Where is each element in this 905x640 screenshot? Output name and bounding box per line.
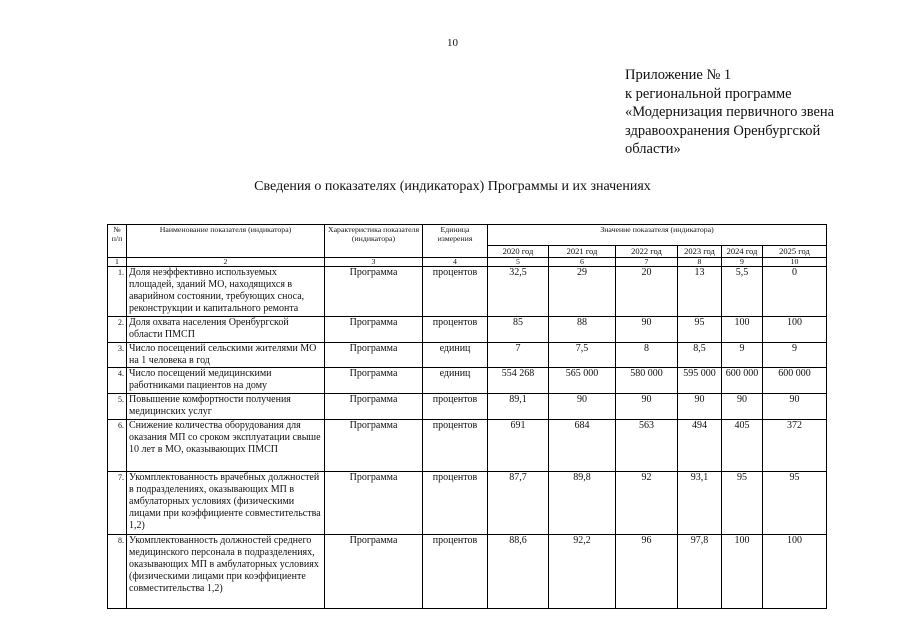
value-cell: 580 000 — [616, 368, 678, 394]
indicator-unit: процентов — [423, 420, 488, 472]
header-year: 2023 год — [678, 246, 722, 258]
value-cell: 13 — [678, 267, 722, 317]
column-number: 1 — [108, 258, 127, 267]
table-row — [108, 394, 827, 420]
table-row — [108, 535, 827, 609]
indicator-name: Укомплектованность должностей среднего медицинского персонала в подразделениях, оказывающих МП в амбулаторных условиях (физическими лицами при коэффициенте совместительства 1,2) — [127, 535, 325, 609]
value-cell: 7 — [488, 343, 549, 368]
indicator-characteristic: Программа — [325, 472, 423, 535]
value-cell: 600 000 — [763, 368, 827, 394]
row-number: 3. — [108, 343, 127, 368]
row-number: 6. — [108, 420, 127, 472]
value-cell: 100 — [722, 317, 763, 343]
header-year: 2024 год — [722, 246, 763, 258]
table-row — [108, 267, 827, 317]
value-cell: 29 — [549, 267, 616, 317]
row-number: 8. — [108, 535, 127, 609]
indicator-name: Повышение комфортности получения медицинских услуг — [127, 394, 325, 420]
value-cell: 554 268 — [488, 368, 549, 394]
value-cell: 90 — [616, 317, 678, 343]
value-cell: 7,5 — [549, 343, 616, 368]
indicator-characteristic: Программа — [325, 317, 423, 343]
value-cell: 88,6 — [488, 535, 549, 609]
row-number: 5. — [108, 394, 127, 420]
value-cell: 100 — [763, 535, 827, 609]
value-cell: 600 000 — [722, 368, 763, 394]
column-number: 2 — [127, 258, 325, 267]
header-characteristic: Характеристика показателя (индикатора) — [325, 225, 423, 258]
table-row — [108, 317, 827, 343]
value-cell: 89,1 — [488, 394, 549, 420]
row-number: 1. — [108, 267, 127, 317]
value-cell: 95 — [722, 472, 763, 535]
indicator-characteristic: Программа — [325, 535, 423, 609]
indicator-characteristic: Программа — [325, 394, 423, 420]
column-number: 6 — [549, 258, 616, 267]
value-cell: 90 — [549, 394, 616, 420]
value-cell: 5,5 — [722, 267, 763, 317]
appendix-line: к региональной программе — [625, 85, 792, 102]
column-number: 3 — [325, 258, 423, 267]
header-num: № п/п — [108, 225, 127, 258]
value-cell: 8 — [616, 343, 678, 368]
indicator-name: Укомплектованность врачебных должностей в подразделениях, оказывающих МП в амбулаторных условиях (физическими лицами при коэффициенте совместительства 1,2) — [127, 472, 325, 535]
value-cell: 565 000 — [549, 368, 616, 394]
column-number: 4 — [423, 258, 488, 267]
column-number: 7 — [616, 258, 678, 267]
header-year: 2025 год — [763, 246, 827, 258]
table-row — [108, 368, 827, 394]
value-cell: 89,8 — [549, 472, 616, 535]
indicator-characteristic: Программа — [325, 420, 423, 472]
value-cell: 90 — [616, 394, 678, 420]
value-cell: 88 — [549, 317, 616, 343]
indicator-name: Доля охвата населения Оренбургской области ПМСП — [127, 317, 325, 343]
value-cell: 494 — [678, 420, 722, 472]
indicator-unit: единиц — [423, 343, 488, 368]
appendix-line: области» — [625, 141, 681, 157]
value-cell: 87,7 — [488, 472, 549, 535]
indicator-name: Число посещений медицинскими работниками пациентов на дому — [127, 368, 325, 394]
table-row — [108, 472, 827, 535]
value-cell: 96 — [616, 535, 678, 609]
column-number: 8 — [678, 258, 722, 267]
value-cell: 90 — [722, 394, 763, 420]
value-cell: 563 — [616, 420, 678, 472]
appendix-caption — [625, 66, 834, 159]
appendix-line: здравоохранения Оренбургской — [625, 122, 821, 139]
value-cell: 372 — [763, 420, 827, 472]
indicator-name: Снижение количества оборудования для оказания МП со сроком эксплуатации свыше 10 лет в МО, оказывающих ПМСП — [127, 420, 325, 472]
value-cell: 97,8 — [678, 535, 722, 609]
header-year: 2021 год — [549, 246, 616, 258]
row-number: 7. — [108, 472, 127, 535]
value-cell: 405 — [722, 420, 763, 472]
header-values: Значение показателя (индикатора) — [488, 225, 827, 246]
value-cell: 95 — [678, 317, 722, 343]
value-cell: 684 — [549, 420, 616, 472]
indicator-unit: процентов — [423, 267, 488, 317]
value-cell: 0 — [763, 267, 827, 317]
indicator-characteristic: Программа — [325, 368, 423, 394]
page-number: 10 — [447, 37, 458, 49]
value-cell: 92 — [616, 472, 678, 535]
indicator-characteristic: Программа — [325, 267, 423, 317]
row-number: 4. — [108, 368, 127, 394]
value-cell: 85 — [488, 317, 549, 343]
indicators-table — [107, 224, 827, 609]
indicator-name: Доля неэффективно используемых площадей, зданий МО, находящихся в аварийном состоянии, требующих сноса, реконструкции и капитального ремонта — [127, 267, 325, 317]
value-cell: 93,1 — [678, 472, 722, 535]
header-year: 2022 год — [616, 246, 678, 258]
column-number: 5 — [488, 258, 549, 267]
value-cell: 9 — [722, 343, 763, 368]
header-name: Наименование показателя (индикатора) — [127, 225, 325, 258]
value-cell: 9 — [763, 343, 827, 368]
value-cell: 95 — [763, 472, 827, 535]
row-number: 2. — [108, 317, 127, 343]
column-number: 10 — [763, 258, 827, 267]
column-number: 9 — [722, 258, 763, 267]
table-row — [108, 420, 827, 472]
indicator-unit: процентов — [423, 317, 488, 343]
value-cell: 100 — [722, 535, 763, 609]
value-cell: 20 — [616, 267, 678, 317]
header-unit: Единица измерения — [423, 225, 488, 258]
table-row — [108, 343, 827, 368]
value-cell: 32,5 — [488, 267, 549, 317]
appendix-line: «Модернизация первичного звена — [625, 104, 835, 120]
indicator-name: Число посещений сельскими жителями МО на 1 человека в год — [127, 343, 325, 368]
value-cell: 595 000 — [678, 368, 722, 394]
document-title: Сведения о показателях (индикаторах) Программы и их значениях — [254, 179, 651, 194]
appendix-line: Приложение № 1 — [625, 67, 732, 83]
value-cell: 100 — [763, 317, 827, 343]
header-year: 2020 год — [488, 246, 549, 258]
value-cell: 691 — [488, 420, 549, 472]
indicator-unit: процентов — [423, 535, 488, 609]
value-cell: 90 — [763, 394, 827, 420]
indicator-characteristic: Программа — [325, 343, 423, 368]
value-cell: 90 — [678, 394, 722, 420]
value-cell: 92,2 — [549, 535, 616, 609]
indicator-unit: единиц — [423, 368, 488, 394]
indicator-unit: процентов — [423, 394, 488, 420]
indicator-unit: процентов — [423, 472, 488, 535]
value-cell: 8,5 — [678, 343, 722, 368]
